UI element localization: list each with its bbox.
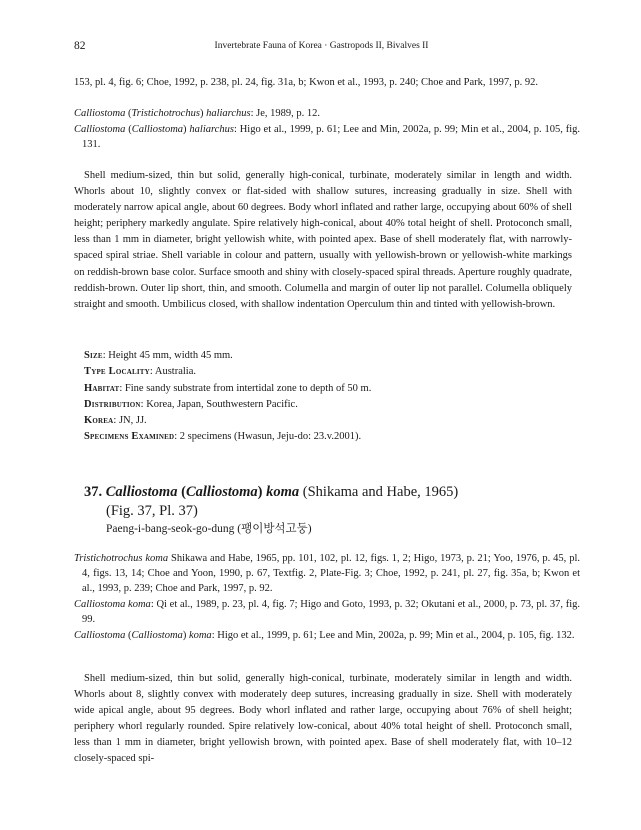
species-metadata [84, 348, 564, 446]
species-korean-name: Paeng-i-bang-seok-go-dung (팽이방석고둥) [106, 523, 312, 535]
running-title: Invertebrate Fauna of Korea · Gastropods II, Bivalves II [214, 41, 429, 51]
meta-habitat: Habitat: Fine sandy substrate from intertidal zone to depth of 50 m. [84, 382, 372, 394]
page-header [74, 40, 569, 54]
reference-entry: Calliostoma koma: Qi et al., 1989, p. 23, pl. 4, fig. 7; Higo and Goto, 1993, p. 32; Okutani et al., 2000, p. 73, pl. 37, fig. 99. [74, 599, 580, 625]
reference-entry: Calliostoma (Calliostoma) koma: Higo et al., 1999, p. 61; Lee and Min, 2002a, p. 99; Min et al., 2004, p. 105, fig. 132. [74, 630, 575, 641]
species-genus: Calliostoma [105, 484, 178, 500]
species-description: Shell medium-sized, thin but solid, generally high-conical, turbinate, moderately similar in length and width. Whorls about 10, slightly convex or flat-sided with shallow sutures, increasing gradually in size. Shell with moderately narrow apical angle, about 60 degrees. Body whorl inflated and rather large, occupying about 60% of shell height; periphery markedly angulate. Spire relatively high-conical, about 40% total height of shell. Protoconch small, less than 1 mm in diameter, bright yellowish white, with pointed apex. Base of shell moderately flat, with narrowly-spaced spiral striae. Shell variable in colour and pattern, usually with yellowish-brown or yellowish-white markings on reddish-brown base color. Surface smooth and shiny with closely-spaced spiral threads. Aperture roughly quadrate, reddish-brown. Outer lip short, thin, and smooth. Columella and margin of outer lip not parallel. Columella obliquely straight and smooth. Umbilicus closed, with shallow indentation Operculum thin and tinted with yellowish-brown. [74, 170, 572, 310]
reference-entry: Calliostoma (Calliostoma) haliarchus: Higo et al., 1999, p. 61; Lee and Min, 2002a, p. 99; Min et al., 2004, p. 105, fig. 131. [74, 124, 581, 150]
meta-size: Size: Height 45 mm, width 45 mm. [84, 350, 233, 361]
reference-entry: 153, pl. 4, fig. 6; Choe, 1992, p. 238, pl. 24, fig. 31a, b; Kwon et al., 1993, p. 240; Choe and Park, 1997, p. 92. [74, 77, 539, 88]
species-subgenus-wrap: (Calliostoma) [181, 484, 263, 500]
reference-entry: Calliostoma (Tristichotrochus) haliarchus: Je, 1989, p. 12. [74, 108, 321, 119]
meta-type-locality: Type Locality: Australia. [84, 366, 196, 378]
species-author: (Shikama and Habe, 1965) [302, 484, 459, 500]
species-heading [84, 483, 564, 538]
species-number: 37. [84, 484, 103, 500]
species-subgenus: Calliostoma [185, 484, 258, 500]
meta-korea: Korea: JN, JJ. [84, 415, 147, 427]
meta-distribution: Distribution: Korea, Japan, Southwestern Pacific. [84, 398, 298, 410]
meta-specimens-examined: Specimens Examined: 2 specimens (Hwasun, Jeju-do: 23.v.2001). [84, 431, 362, 443]
species-epithet: koma [266, 484, 300, 500]
reference-entry: Tristichotrochus koma Shikawa and Habe, 1965, pp. 101, 102, pl. 12, figs. 1, 2; Higo, 1973, p. 21; Yoo, 1976, p. 45, pl. 4, figs. 13, 14; Choe and Yoon, 1990, p. 67, Textfig. 2, Plate-Fig. 3; Choe, 1992, p. 241, pl. 27, fig. 35a, b; Kwon et al., 1993, p. 239; Choe and Park, 1997, p. 92. [74, 553, 580, 594]
page-number: 82 [74, 40, 86, 52]
species-description: Shell medium-sized, thin but solid, generally high-conical, turbinate, moderately similar in length and width. Whorls about 8, slightly convex with moderately deep sutures, increasing gradually in size. Shell with moderately wide apical angle, about 95 degrees. Body whorl inflated and rather large, occupying about 76% of shell height; periphery whorl regularly rounded. Spire relatively low-conical, about 40% total height of shell. Protoconch small, less than 1 mm in diameter, bright yellowish brown, with pointed apex. Base of shell moderately flat, with 10–12 closely-spaced spi- [74, 673, 572, 765]
species-figref: (Fig. 37, Pl. 37) [106, 503, 198, 519]
